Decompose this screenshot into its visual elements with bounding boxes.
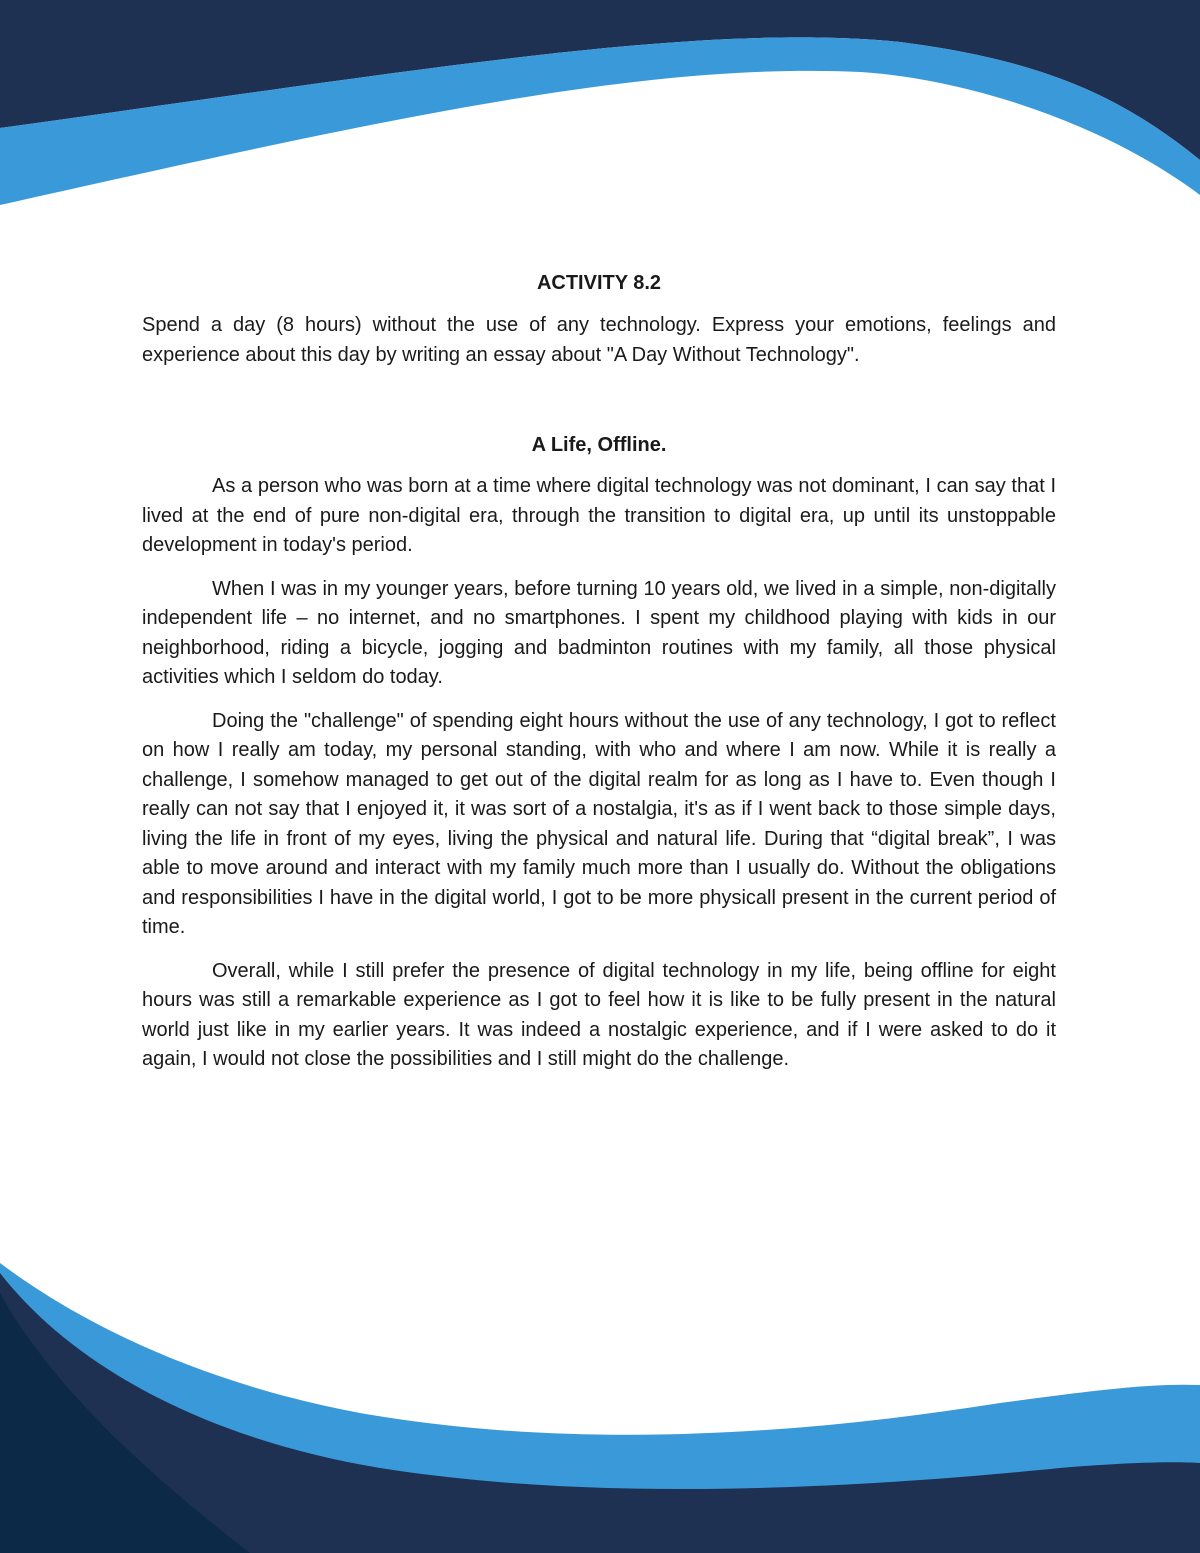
top-wave-navy [0,0,1200,160]
document-body [142,268,1056,1089]
top-wave-decoration [0,0,1200,220]
bottom-wave-blue [0,1263,1200,1553]
essay-paragraph-4: Overall, while I still prefer the presence of digital technology in my life, being offline for eight hours was still a remarkable experience as I got to feel how it is like to be fully present in the natural world just like in my earlier years. It was indeed a nostalgic experience, and if I were asked to do it again, I would not close the possibilities and I still might do the challenge. [142,959,1056,1070]
top-wave-blue [0,37,1200,205]
essay-paragraph-1: As a person who was born at a time where digital technology was not dominant, I can say that I lived at the end of pure non-digital era, through the transition to digital era, up until its unstoppable development in today's period. [142,475,1056,556]
bottom-wave-decoration [0,1253,1200,1553]
bottom-wave-dark-corner [0,1293,250,1553]
activity-title: ACTIVITY 8.2 [536,272,662,294]
essay-paragraph-2: When I was in my younger years, before turning 10 years old, we lived in a simple, non-digitally independent life – no internet, and no smartphones. I spent my childhood playing with kids in our neighborhood, riding a bicycle, jogging and badminton routines with my family, all those physical activities which I seldom do today. [142,577,1056,688]
bottom-wave-navy [0,1273,1200,1553]
essay-paragraph-3: Doing the "challenge" of spending eight hours without the use of any technology, I got to reflect on how I really am today, my personal standing, with who and where I am now. While it is really a challenge, I somehow managed to get out of the digital realm for as long as I have to. Even though I really can not say that I enjoyed it, it was sort of a nostalgia, it's as if I went back to those simple days, living the life in front of my eyes, living the physical and natural life. During that “digital break”, I was able to move around and interact with my family much more than I usually do. Without the obligations and responsibilities I have in the digital world, I got to be more physicall present in the current period of time. [142,709,1056,938]
activity-instructions: Spend a day (8 hours) without the use of any technology. Express your emotions, feelings and experience about this day by writing an essay about "A Day Without Technology". [142,314,1056,366]
essay-title: A Life, Offline. [531,434,667,456]
